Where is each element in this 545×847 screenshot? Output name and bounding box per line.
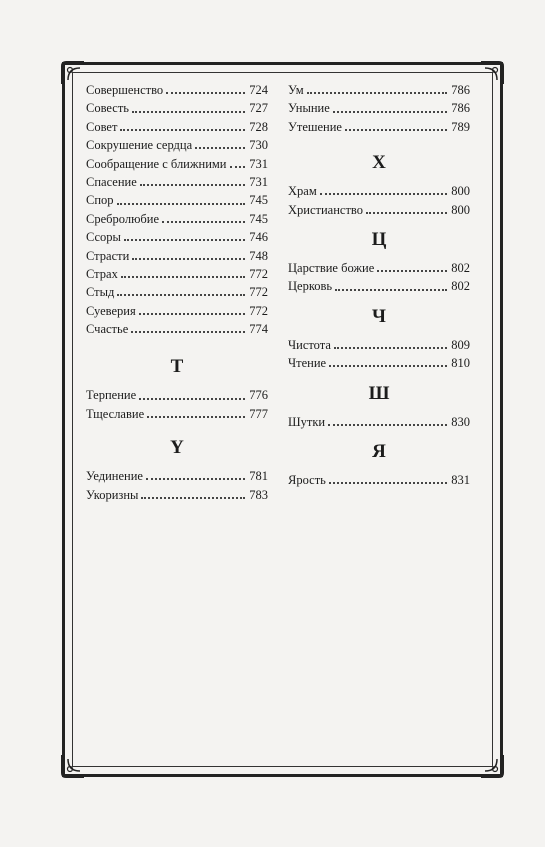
index-section-ya (288, 471, 470, 489)
leader-dots (329, 365, 447, 367)
index-section-ch (288, 336, 470, 373)
index-section-u (86, 467, 268, 504)
index-section-t (86, 386, 268, 423)
section-letter-ts: Ц (371, 228, 387, 250)
index-entry: Уединение 781 (86, 469, 268, 484)
section-letter-u: Ү (170, 437, 184, 459)
section-letter-h: Х (372, 152, 386, 174)
index-entry: Храм 800 (288, 184, 470, 199)
section-letter-ya: Я (372, 440, 386, 462)
index-entry: Суеверия 772 (86, 303, 268, 318)
index-entry: Счастье 774 (86, 322, 268, 337)
section-letter-ch: Ч (372, 305, 386, 327)
corner-ornament-icon (479, 753, 505, 779)
leader-dots (334, 347, 447, 349)
index-entry: Сребролюбие 745 (86, 211, 268, 226)
leader-dots (120, 129, 245, 131)
index-entry: Укоризны 783 (86, 487, 268, 502)
leader-dots (141, 497, 245, 499)
index-entry: Ярость 831 (288, 472, 470, 487)
index-entry: Тщеславие 777 (86, 406, 268, 421)
leader-dots (146, 478, 245, 480)
leader-dots (230, 166, 246, 168)
leader-dots (335, 289, 447, 291)
index-section-s (86, 81, 268, 338)
leader-dots (140, 184, 245, 186)
index-section-h (288, 182, 470, 219)
index-entry: Чтение 810 (288, 356, 470, 371)
index-entry: Утешение 789 (288, 119, 470, 134)
leader-dots (166, 92, 245, 94)
leader-dots (329, 482, 447, 484)
leader-dots (345, 129, 447, 131)
leader-dots (307, 92, 448, 94)
index-section-ts (288, 259, 470, 296)
leader-dots (333, 111, 447, 113)
index-entry: Церковь 802 (288, 279, 470, 294)
leader-dots (132, 111, 245, 113)
index-entry: Уныние 786 (288, 101, 470, 116)
leader-dots (121, 276, 245, 278)
index-column-left (86, 81, 268, 504)
leader-dots (139, 398, 245, 400)
index-section-u-continued (288, 81, 470, 136)
index-entry: Шутки 830 (288, 414, 470, 429)
index-entry: Терпение 776 (86, 388, 268, 403)
index-entry: Страсти 748 (86, 248, 268, 263)
leader-dots (147, 416, 245, 418)
leader-dots (195, 147, 245, 149)
corner-ornament-icon (60, 753, 86, 779)
index-entry: Сообращение с ближними 731 (86, 156, 268, 171)
leader-dots (320, 193, 448, 195)
leader-dots (124, 239, 245, 241)
leader-dots (117, 203, 246, 205)
index-entry: Царствие божие 802 (288, 260, 470, 275)
corner-ornament-icon (479, 60, 505, 86)
index-column-right (288, 81, 470, 489)
index-entry: Стыд 772 (86, 285, 268, 300)
section-letter-sh: Ш (368, 382, 390, 404)
index-entry: Совершенство 724 (86, 83, 268, 97)
leader-dots (132, 258, 245, 260)
leader-dots (162, 221, 245, 223)
section-letter-t: Т (170, 356, 184, 378)
leader-dots (366, 212, 447, 214)
index-entry: Спор 745 (86, 193, 268, 208)
index-entry: Страх 772 (86, 266, 268, 281)
leader-dots (139, 313, 246, 315)
leader-dots (117, 294, 245, 296)
corner-ornament-icon (60, 60, 86, 86)
index-section-sh (288, 413, 470, 431)
leader-dots (377, 270, 447, 272)
leader-dots (328, 424, 447, 426)
index-entry: Сокрушение сердца 730 (86, 138, 268, 153)
index-entry: Совет 728 (86, 119, 268, 134)
leader-dots (131, 331, 245, 333)
index-entry: Ссоры 746 (86, 230, 268, 245)
index-entry: Совесть 727 (86, 101, 268, 116)
index-entry: Ум 786 (288, 83, 470, 97)
index-entry: Чистота 809 (288, 337, 470, 352)
index-entry: Спасение 731 (86, 174, 268, 189)
index-entry: Христианство 800 (288, 202, 470, 217)
